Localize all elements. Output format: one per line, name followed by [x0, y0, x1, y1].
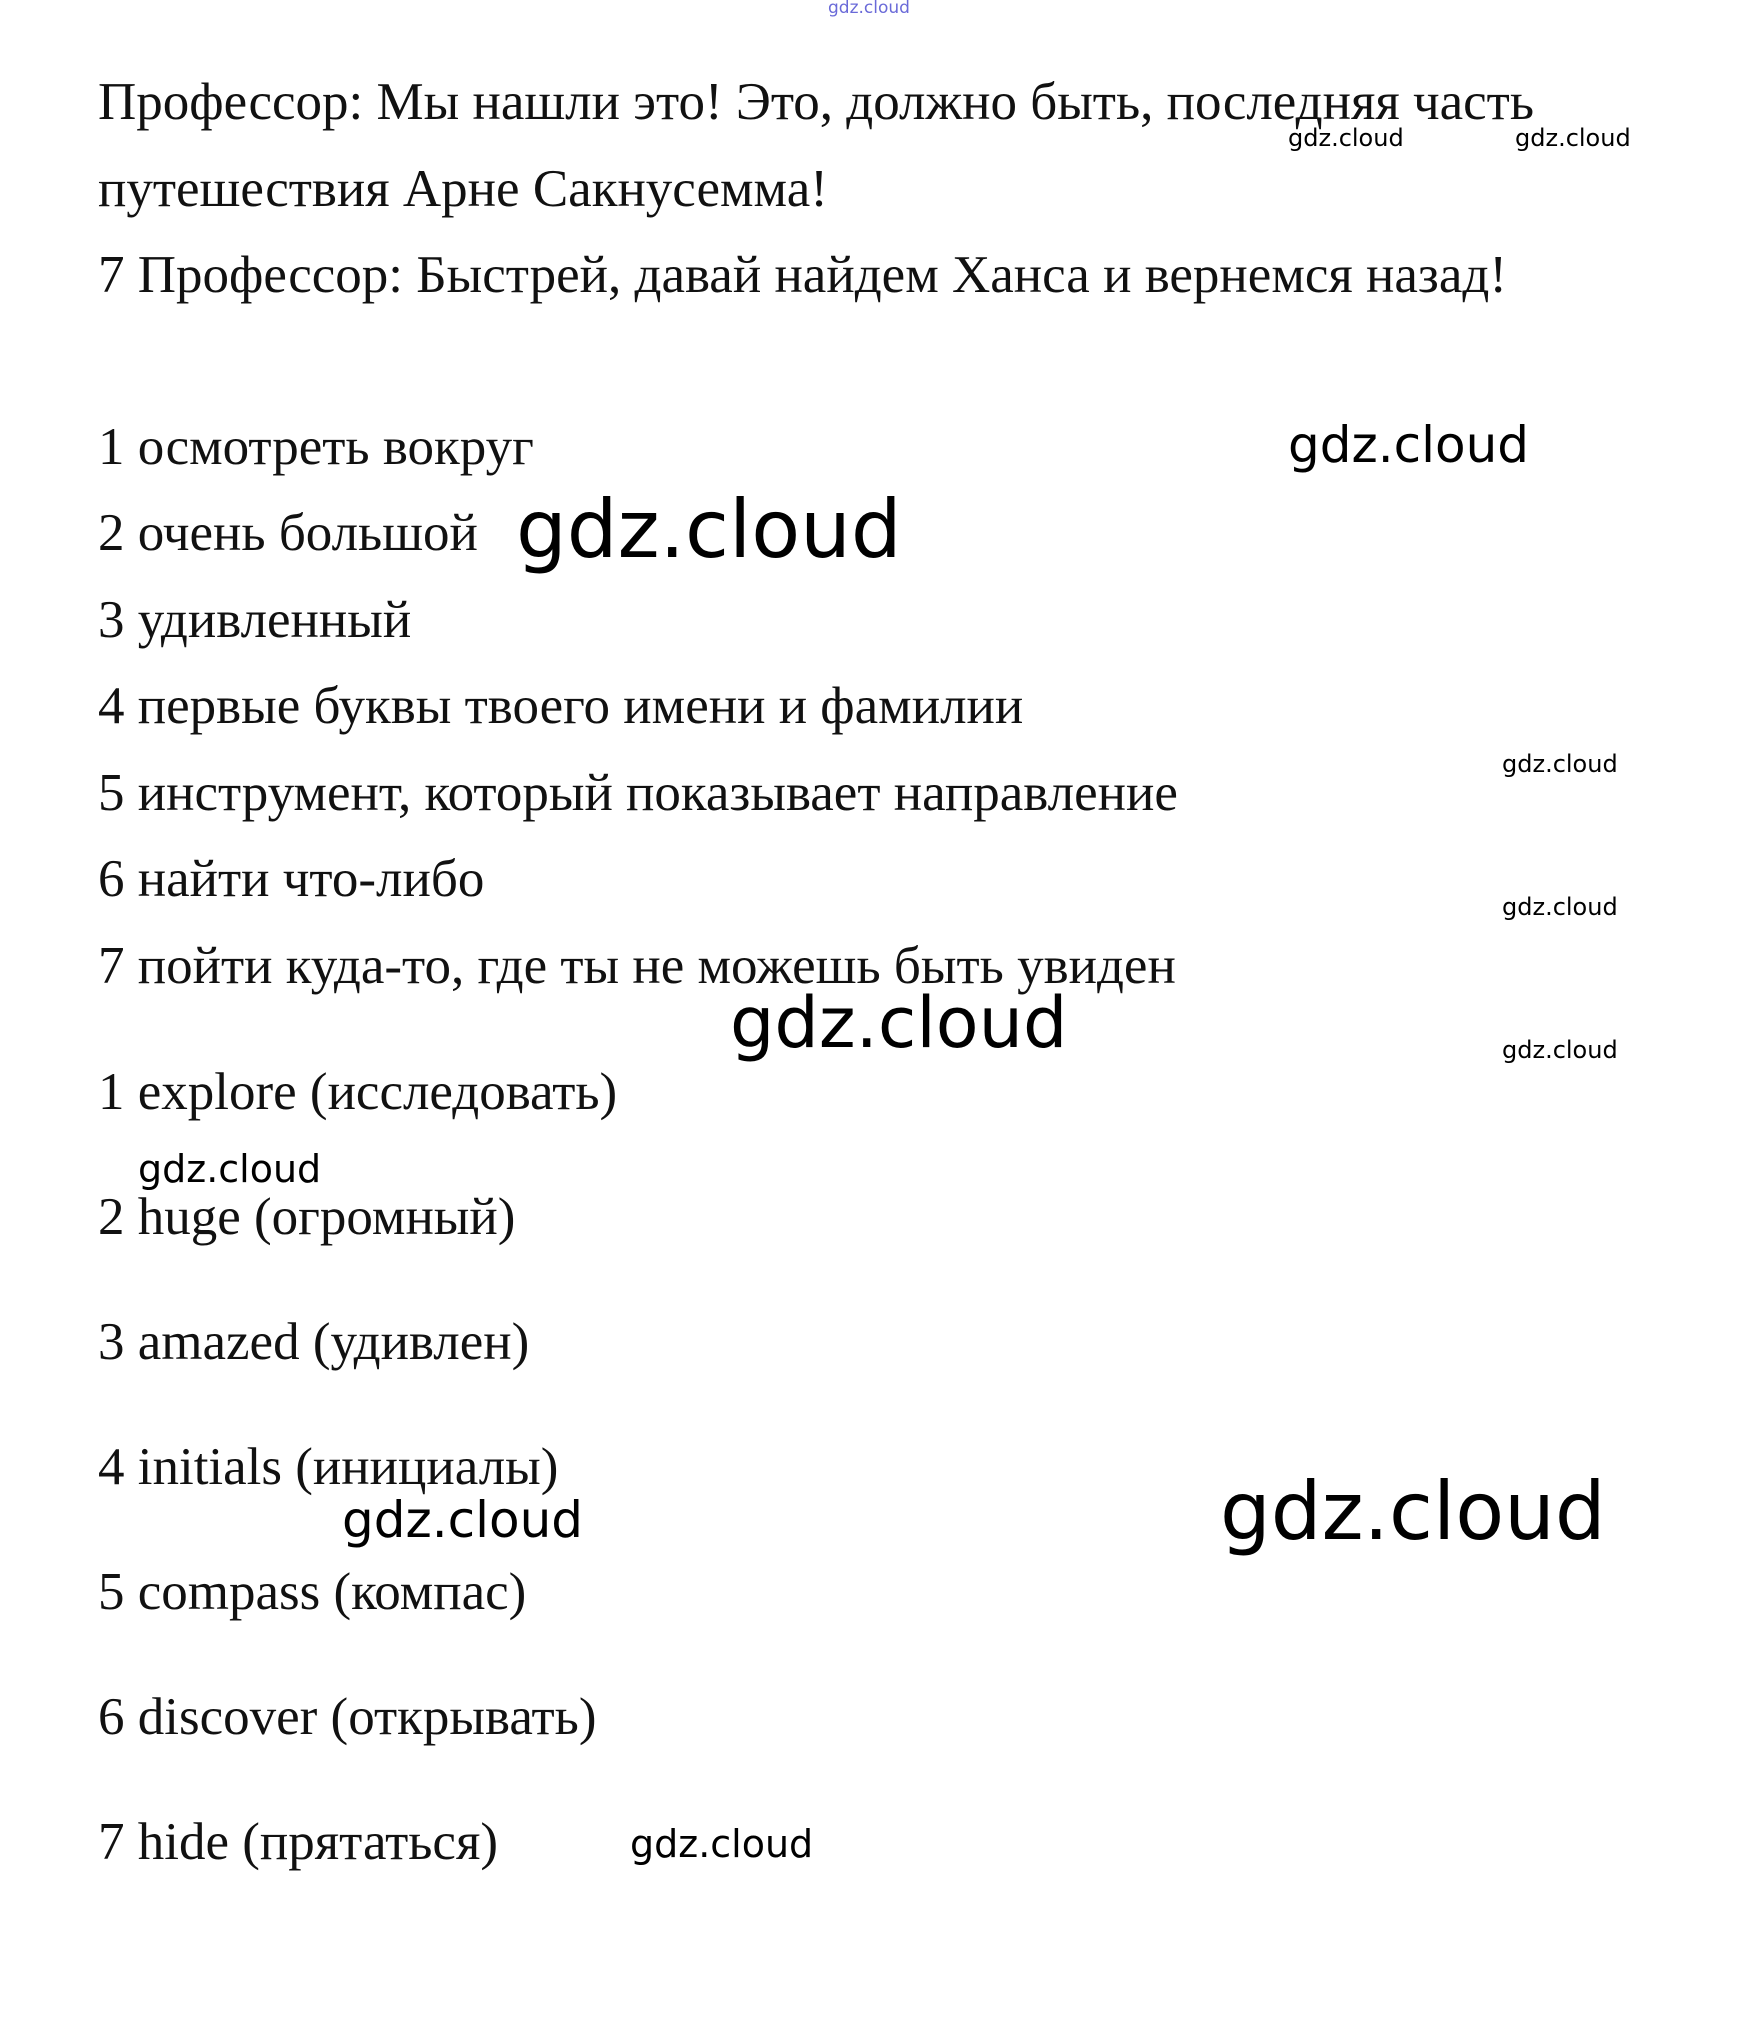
watermark: gdz.cloud [138, 1147, 322, 1191]
definition-item: 5 инструмент, который показывает направление [98, 764, 1178, 822]
watermark: gdz.cloud [1220, 1465, 1606, 1558]
dialogue-line-journey: путешествия Арне Сакнусемма! [98, 160, 828, 218]
definition-item: 3 удивленный [98, 591, 412, 649]
watermark: gdz.cloud [828, 0, 910, 18]
watermark: gdz.cloud [516, 483, 902, 576]
answer-item: 7 hide (прятаться) [98, 1813, 498, 1871]
answer-item: 2 huge (огромный) [98, 1188, 516, 1246]
watermark: gdz.cloud [630, 1822, 814, 1866]
dialogue-line-professor-hurry: 7 Профессор: Быстрей, давай найдем Ханса и вернемся назад! [98, 246, 1507, 304]
definition-item: 4 первые буквы твоего имени и фамилии [98, 677, 1024, 735]
watermark: gdz.cloud [1502, 750, 1618, 778]
watermark: gdz.cloud [1502, 1036, 1618, 1064]
answer-item: 3 amazed (удивлен) [98, 1313, 530, 1371]
dialogue-line-professor-found: Профессор: Мы нашли это! Это, должно быть, последняя часть [98, 73, 1534, 131]
definition-item: 6 найти что-либо [98, 850, 485, 908]
definition-item: 7 пойти куда-то, где ты не можешь быть увиден [98, 937, 1176, 995]
watermark: gdz.cloud [730, 982, 1068, 1064]
watermark: gdz.cloud [1515, 124, 1631, 152]
answer-item: 5 compass (компас) [98, 1563, 527, 1621]
watermark: gdz.cloud [1502, 893, 1618, 921]
answer-item: 6 discover (открывать) [98, 1688, 597, 1746]
answer-item: 1 explore (исследовать) [98, 1063, 618, 1121]
watermark: gdz.cloud [1288, 124, 1404, 152]
definition-item: 2 очень большой [98, 504, 478, 562]
watermark: gdz.cloud [1288, 416, 1530, 474]
answer-item: 4 initials (инициалы) [98, 1438, 559, 1496]
definition-item: 1 осмотреть вокруг [98, 418, 534, 476]
watermark: gdz.cloud [342, 1491, 584, 1549]
